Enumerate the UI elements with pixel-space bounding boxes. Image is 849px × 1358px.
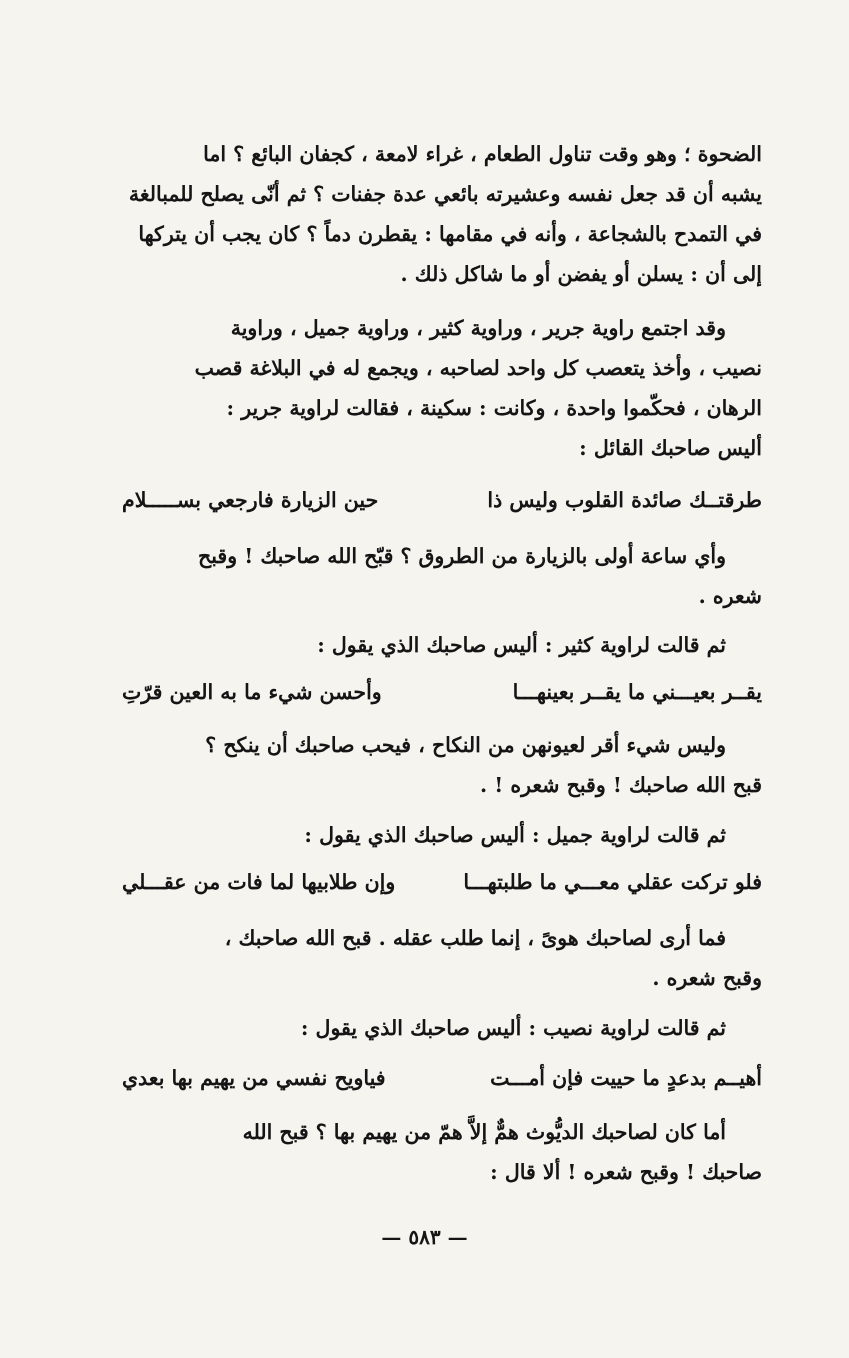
text-line: وأي ساعة أولى بالزيارة من الطروق ؟ قبّح الله صاحبك ! وقبح <box>197 544 726 568</box>
paragraph-3 <box>122 536 762 616</box>
verse-hemistich-second: حين الزيارة فارجعي بســـــلام <box>122 488 379 512</box>
text-line: أما كان لصاحبك الديُّوث همٌّ إلاَّ همّ من يهيم بها ؟ قبح الله <box>242 1120 726 1144</box>
text-line: الضحوة ؛ وهو وقت تناول الطعام ، غراء لامعة ، كجفان البائع ؟ اما <box>203 142 762 166</box>
text-line: نصيب ، وأخذ يتعصب كل واحد لصاحبه ، ويجمع له في البلاغة قصب <box>194 356 762 380</box>
verse-hemistich-first: يقــر بعيـــني ما يقــر بعينهـــا <box>512 680 762 704</box>
text-line: صاحبك ! وقبح شعره ! ألا قال : <box>490 1160 762 1184</box>
verse-hemistich-first: طرقتــك صائدة القلوب وليس ذا <box>487 488 762 512</box>
text-line: أليس صاحبك القائل : <box>579 436 762 460</box>
verse-2 <box>122 672 762 712</box>
verse-hemistich-second: فياويح نفسي من يهيم بها بعدي <box>122 1066 386 1090</box>
text-line: الرهان ، فحكّموا واحدة ، وكانت : سكينة ، فقالت لراوية جرير : <box>226 396 762 420</box>
paragraph-2 <box>122 308 762 468</box>
verse-hemistich-second: وأحسن شيء ما به العين قرّتِ <box>122 680 382 704</box>
paragraph-1 <box>122 134 762 294</box>
text-line: إلى أن : يسلن أو يفضن أو ما شاكل ذلك . <box>400 262 762 286</box>
verse-hemistich-first: فلو تركت عقلي معـــي ما طلبتهـــا <box>463 870 762 894</box>
text-line: ثم قالت لراوية كثير : أليس صاحبك الذي يقول : <box>317 633 726 657</box>
text-line: وليس شيء أقر لعيونهن من النكاح ، فيحب صاحبك أن ينكح ؟ <box>205 733 726 757</box>
paragraph-5 <box>122 725 762 805</box>
text-line: يشبه أن قد جعل نفسه وعشيرته بائعي عدة جفنات ؟ ثم أنّى يصلح للمبالغة <box>128 182 762 206</box>
paragraph-8 <box>122 1008 762 1048</box>
verse-hemistich-first: أهيــم بدعدٍ ما حييت فإن أمـــت <box>490 1066 762 1090</box>
paragraph-4 <box>122 625 762 665</box>
verse-4 <box>122 1058 762 1098</box>
page-number: — ٥٨٣ — <box>381 1225 468 1249</box>
text-line: شعره . <box>698 584 762 608</box>
text-line: وقبح شعره . <box>652 966 762 990</box>
verse-1 <box>122 480 762 520</box>
verse-hemistich-second: وإن طلابيها لما فات من عقـــلي <box>122 870 396 894</box>
paragraph-7 <box>122 918 762 998</box>
text-line: ثم قالت لراوية جميل : أليس صاحبك الذي يقول : <box>304 823 726 847</box>
paragraph-6 <box>122 815 762 855</box>
text-line: قبح الله صاحبك ! وقبح شعره ! . <box>479 773 762 797</box>
verse-3 <box>122 862 762 902</box>
text-line: وقد اجتمع راوية جرير ، وراوية كثير ، وراوية جميل ، وراوية <box>230 316 726 340</box>
paragraph-9 <box>122 1112 762 1192</box>
text-line: في التمدح بالشجاعة ، وأنه في مقامها : يقطرن دماً ؟ كان يجب أن يتركها <box>138 222 762 246</box>
text-line: ثم قالت لراوية نصيب : أليس صاحبك الذي يقول : <box>300 1016 726 1040</box>
text-line: فما أرى لصاحبك هوىً ، إنما طلب عقله . قبح الله صاحبك ، <box>224 926 726 950</box>
